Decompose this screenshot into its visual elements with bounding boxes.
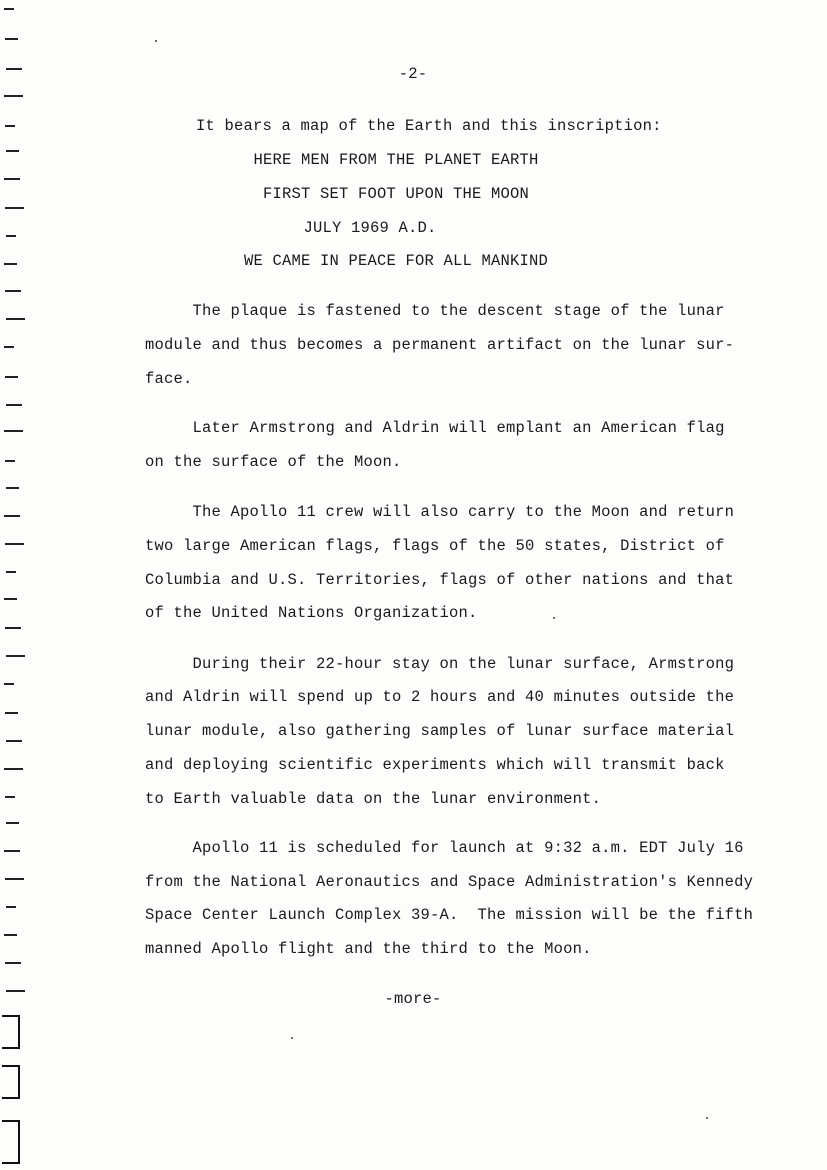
binding-mark xyxy=(5,38,18,40)
binding-mark xyxy=(6,740,22,742)
scan-speck xyxy=(291,1037,293,1039)
binding-mark xyxy=(4,598,17,600)
paragraph-line: Columbia and U.S. Territories, flags of other nations and that xyxy=(145,571,735,589)
binding-mark xyxy=(5,796,15,798)
binding-mark xyxy=(4,8,14,10)
page-number: -2- xyxy=(398,65,428,83)
paragraph-line: module and thus becomes a permanent artifact on the lunar sur- xyxy=(145,336,735,354)
binding-mark xyxy=(5,125,15,127)
binding-mark xyxy=(6,990,25,992)
inscription-line-3: JULY 1969 A.D. xyxy=(303,219,437,237)
paragraph-line: on the surface of the Moon. xyxy=(145,453,402,471)
scan-speck xyxy=(553,617,555,619)
paragraph-line: two large American flags, flags of the 50 states, District of xyxy=(145,537,725,555)
paragraph-line: lunar module, also gathering samples of lunar surface material xyxy=(145,722,735,740)
paragraph-line: and Aldrin will spend up to 2 hours and 40 minutes outside the xyxy=(145,688,735,706)
binding-mark xyxy=(5,207,24,209)
scan-speck xyxy=(706,1117,708,1119)
binding-mark xyxy=(4,430,23,432)
paragraph-line: Apollo 11 is scheduled for launch at 9:32 a.m. EDT July 16 xyxy=(145,839,744,857)
inscription-line-2: FIRST SET FOOT UPON THE MOON xyxy=(262,185,530,203)
paragraph-line: face. xyxy=(145,370,193,388)
binding-mark xyxy=(6,571,16,573)
binding-tab xyxy=(2,1015,20,1049)
binding-mark xyxy=(4,850,20,852)
binding-tab xyxy=(2,1120,20,1164)
binding-mark xyxy=(5,878,24,880)
binding-mark xyxy=(4,515,20,517)
paragraph-line: Space Center Launch Complex 39-A. The mission will be the fifth xyxy=(145,906,754,924)
binding-mark xyxy=(6,655,25,657)
paragraph-line: During their 22-hour stay on the lunar surface, Armstrong xyxy=(145,655,735,673)
paragraph-line: manned Apollo flight and the third to the Moon. xyxy=(145,940,592,958)
inscription-line-1: HERE MEN FROM THE PLANET EARTH xyxy=(253,151,539,169)
binding-mark xyxy=(4,683,14,685)
binding-mark xyxy=(4,768,23,770)
binding-mark xyxy=(4,263,17,265)
paragraph-line: The plaque is fastened to the descent stage of the lunar xyxy=(145,302,725,320)
binding-mark xyxy=(5,460,15,462)
paragraph-line: and deploying scientific experiments which will transmit back xyxy=(145,756,725,774)
paragraph-line: from the National Aeronautics and Space Administration's Kennedy xyxy=(145,873,754,891)
binding-mark xyxy=(5,712,18,714)
binding-edge-marks xyxy=(0,0,40,1170)
paragraph-line: Later Armstrong and Aldrin will emplant an American flag xyxy=(145,419,725,437)
more-footer: -more- xyxy=(384,990,442,1008)
binding-mark xyxy=(5,543,24,545)
scan-speck xyxy=(155,40,157,42)
binding-mark xyxy=(6,906,16,908)
binding-mark xyxy=(6,318,25,320)
paragraph-line: to Earth valuable data on the lunar environment. xyxy=(145,790,602,808)
inscription-intro: It bears a map of the Earth and this inscription: xyxy=(196,117,662,135)
binding-mark xyxy=(4,934,17,936)
binding-mark xyxy=(6,487,19,489)
paragraph-line: The Apollo 11 crew will also carry to the Moon and return xyxy=(145,503,735,521)
inscription-line-4: WE CAME IN PEACE FOR ALL MANKIND xyxy=(243,252,549,270)
binding-mark xyxy=(6,235,16,237)
binding-mark xyxy=(4,178,20,180)
binding-mark xyxy=(5,627,21,629)
binding-mark xyxy=(6,822,19,824)
binding-mark xyxy=(4,346,14,348)
binding-mark xyxy=(5,962,21,964)
binding-mark xyxy=(6,150,19,152)
binding-mark xyxy=(6,68,22,70)
binding-mark xyxy=(5,376,18,378)
paragraph-line: of the United Nations Organization. xyxy=(145,604,478,622)
binding-mark xyxy=(5,290,21,292)
binding-tab xyxy=(2,1065,20,1099)
binding-mark xyxy=(6,404,22,406)
binding-mark xyxy=(4,95,23,97)
